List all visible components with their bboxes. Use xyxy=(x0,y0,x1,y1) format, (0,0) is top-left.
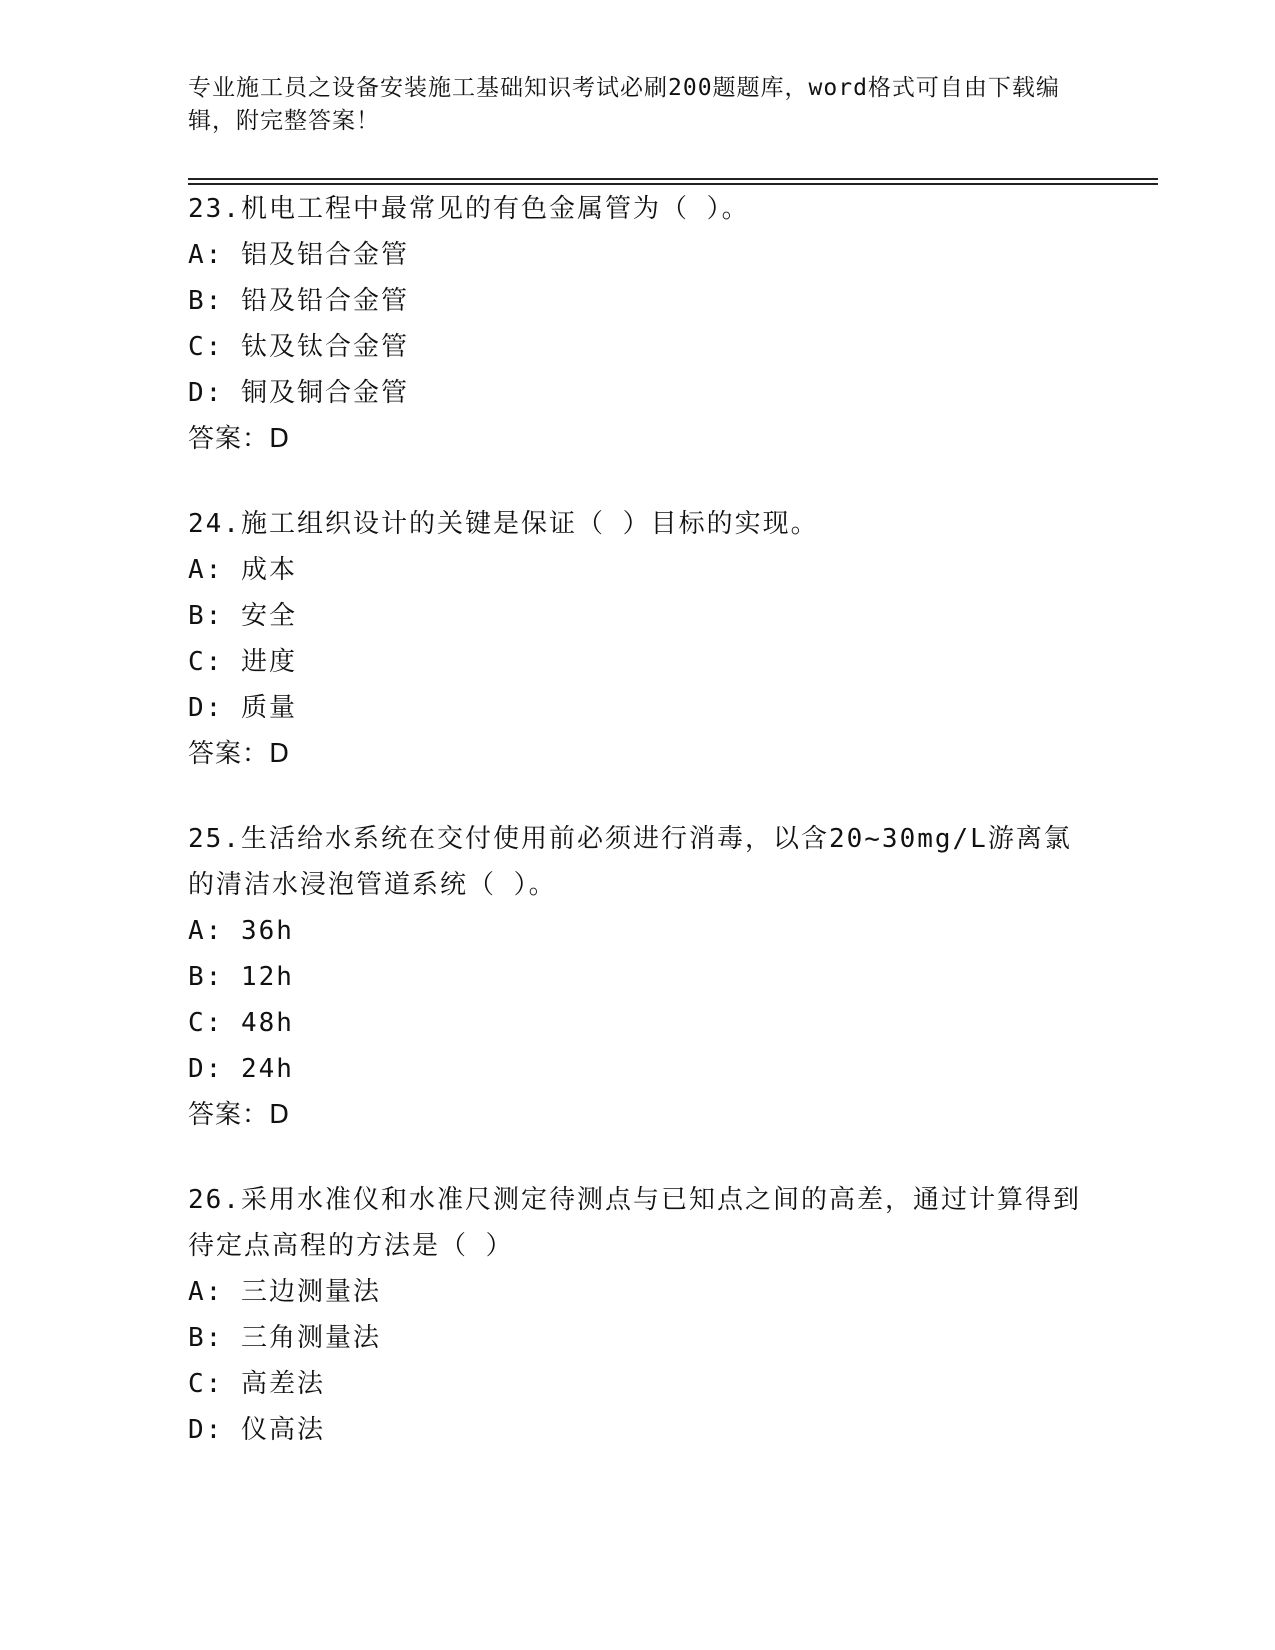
option-a: A: 成本 xyxy=(188,555,297,585)
question-stem: 25.生活给水系统在交付使用前必须进行消毒，以含20~30mg/L游离氯的清洁水浸泡管道系统（ ）。 xyxy=(188,824,1072,900)
option-c: C: 48h xyxy=(188,1008,294,1038)
option-b: B: 12h xyxy=(188,962,294,992)
option-d: D: 仪高法 xyxy=(188,1415,325,1445)
header-divider-top xyxy=(188,178,1158,180)
document-header: 专业施工员之设备安装施工基础知识考试必刷200题题库，word格式可自由下载编辑，附完整答案！ xyxy=(188,75,1060,134)
question-list xyxy=(188,186,1088,1492)
option-d: D: 24h xyxy=(188,1054,294,1084)
option-a: A: 36h xyxy=(188,916,294,946)
question-stem: 24.施工组织设计的关键是保证（ ）目标的实现。 xyxy=(188,509,819,539)
header-divider-bottom xyxy=(188,183,1158,185)
option-a: A: 三边测量法 xyxy=(188,1277,381,1307)
option-b: B: 安全 xyxy=(188,601,297,631)
answer: 答案：D xyxy=(188,739,291,769)
option-c: C: 进度 xyxy=(188,647,297,677)
question-stem: 23.机电工程中最常见的有色金属管为（ ）。 xyxy=(188,194,750,224)
answer: 答案：D xyxy=(188,1100,291,1130)
question-26 xyxy=(188,1177,1088,1453)
option-d: D: 铜及铜合金管 xyxy=(188,378,409,408)
question-25 xyxy=(188,816,1088,1138)
option-c: C: 钛及钛合金管 xyxy=(188,332,409,362)
option-b: B: 铅及铅合金管 xyxy=(188,286,409,316)
answer: 答案：D xyxy=(188,424,291,454)
question-23 xyxy=(188,186,1088,462)
option-c: C: 高差法 xyxy=(188,1369,325,1399)
question-24 xyxy=(188,501,1088,777)
option-a: A: 铝及铝合金管 xyxy=(188,240,409,270)
option-b: B: 三角测量法 xyxy=(188,1323,381,1353)
option-d: D: 质量 xyxy=(188,693,297,723)
question-stem: 26.采用水准仪和水准尺测定待测点与已知点之间的高差，通过计算得到待定点高程的方法是（ ） xyxy=(188,1185,1081,1261)
